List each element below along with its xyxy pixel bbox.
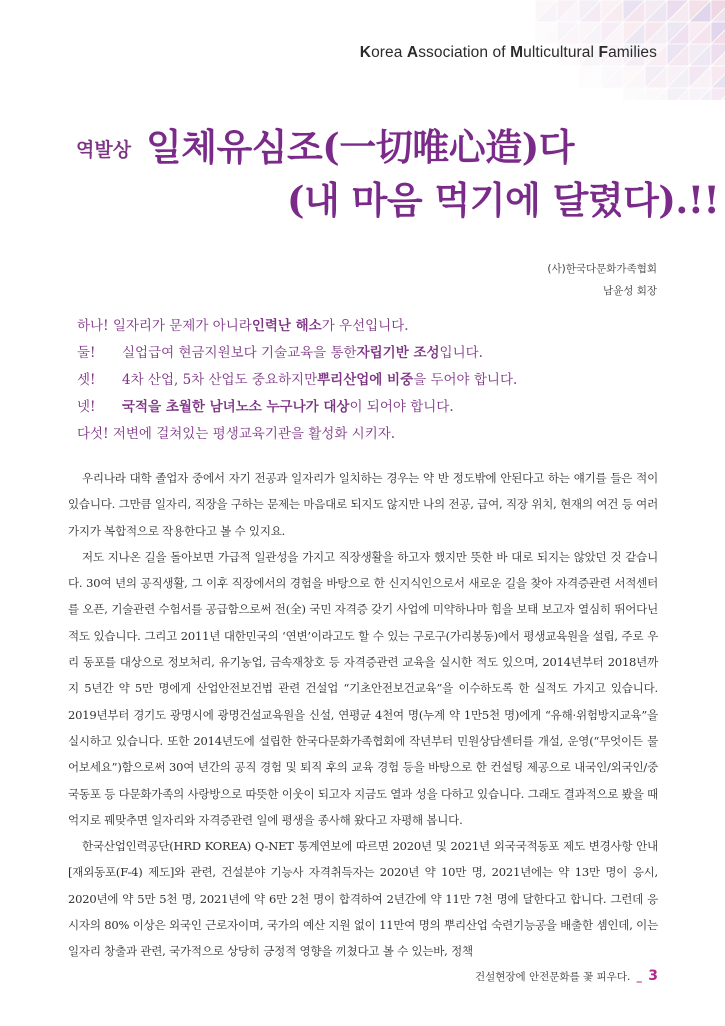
- author-organization: (사)한국다문화가족협회: [547, 263, 657, 275]
- key-point-emphasis: 뿌리산업에 비중: [317, 372, 414, 388]
- key-point: [77, 343, 657, 370]
- magazine-name: [360, 44, 657, 62]
- magazine-word: orea: [371, 44, 407, 61]
- article-title-line-2: (내 마음 먹기에 달렸다).!!: [287, 178, 720, 222]
- page-number: 3: [648, 968, 658, 984]
- key-point-text: 4차 산업, 5차 산업도 중요하지만: [122, 372, 318, 388]
- key-point-prefix: 둘!: [77, 345, 96, 361]
- key-point-text: 일자리가 문제가 아니라: [112, 318, 252, 334]
- article-title-line-1: 일체유심조(一切唯心造)다: [146, 125, 574, 169]
- key-point-prefix: 하나!: [77, 318, 109, 334]
- page-footer: [475, 968, 658, 984]
- byline: [547, 258, 657, 302]
- magazine-initial: F: [598, 44, 609, 61]
- key-point-prefix: 다섯!: [77, 426, 109, 442]
- body-paragraph: 저도 지나온 길을 돌아보면 가급적 일관성을 가지고 직장생활을 하고자 했지만 뜻한 바 대로 되지는 않았던 것 같습니다. 30여 년의 공직생활, 그 이후 직장에서의 경험을 바탕으로 한 신지식인으로서 새로운 길을 찾아 자격증관련 서적센터를 오픈, 기술관련 수험서를 공급함으로써 전(全) 국민 자격증 갖기 사업에 미약하나마 힘을 보태 보고자 열심히 뛰어다닌 적도 있습니다. 그리고 2011년 대한민국의 ‘연변’이라고도 할 수 있는 구로구(가리봉동)에서 평생교육원을 설립, 주로 우리 동포를 대상으로 정보처리, 유기농업, 금속재창호 등 자격증관련 교육을 실시한 적도 있으며, 2014년부터 2018년까지 5년간 약 5만 명에게 산업안전보건법 관련 건설업 “기초안전보건교육”을 이수하도록 한 실적도 가지고 있습니다. 2019년부터 경기도 광명시에 광명건설교육원을 신설, 연평균 4천여 명(누계 약 1만5천 명)에게 “유해·위험방지교육”을 실시하고 있습니다. 또한 2014년도에 설립한 한국다문화가족협회에 작년부터 민원상담센터를 개설, 운영(“무엇이든 물어보세요”)함으로써 30여 년간의 공직 경험 및 퇴직 후의 교육 경험 등을 바탕으로 한 컨설팅 제공으로 내국인/외국인/중국동포 등 다문화가족의 사랑방으로 따뜻한 이웃이 되고자 지금도 열과 성을 다하고 있습니다. 그래도 결과적으로 봤을 때 억지로 꿰맞추면 일자리와 자격증관련 일에 평생을 종사해 왔다고 자평해 봅니다.: [68, 549, 658, 827]
- key-point: [77, 424, 657, 451]
- key-point-prefix: 넷!: [77, 399, 96, 415]
- key-point-emphasis: 자립기반 조성: [356, 345, 440, 361]
- author-name: 남윤성 회장: [602, 285, 657, 297]
- magazine-initial: A: [406, 44, 419, 61]
- key-point-prefix: 셋!: [77, 372, 96, 388]
- article-body: [68, 465, 658, 965]
- key-point-text: 실업급여 현금지원보다 기술교육을 통한: [122, 345, 357, 361]
- key-point: [77, 370, 657, 397]
- key-points-list: [77, 316, 657, 451]
- magazine-initial: M: [510, 44, 524, 61]
- key-point: [77, 397, 657, 424]
- footer-separator: _: [636, 971, 642, 983]
- body-paragraph: 우리나라 대학 졸업자 중에서 자기 전공과 일자리가 일치하는 경우는 약 반 정도밖에 안된다고 하는 얘기를 들은 적이 있습니다. 그만큼 일자리, 직장을 구하는 문제는 마음대로 되지도 않지만 나의 전공, 급여, 직장 위치, 현재의 여건 등 여러 가지가 복합적으로 작용한다고 볼 수 있지요.: [68, 471, 658, 538]
- body-paragraph: 한국산업인력공단(HRD KOREA) Q-NET 통계연보에 따르면 2020년 및 2021년 외국국적동포 제도 변경사항 안내[재외동포(F-4) 제도]와 관련, 건설분야 기능사 자격취득자는 2020년 약 10만 명, 2021년에는 약 13만 명이 응시, 2020년에 약 5만 5천 명, 2021년에 약 6만 2천 명이 합격하여 2년간에 약 11만 7천 명에 달한다고 합니다. 그런데 응시자의 80% 이상은 외국인 근로자이며, 국가의 예산 지원 없이 11만여 명의 뿌리산업 숙련기능공을 배출한 셈인데, 이는 일자리 창출과 관련, 국가적으로 상당히 긍정적 영향을 끼쳤다고 볼 수 있는바, 정책: [68, 839, 658, 959]
- key-point-emphasis: 국적을 초월한 남녀노소 누구나가 대상: [122, 399, 350, 415]
- key-point-emphasis: 인력난 해소: [251, 318, 322, 334]
- column-label: 역발상: [76, 139, 132, 161]
- magazine-initial: K: [359, 44, 372, 61]
- key-point-text-end: 입니다.: [439, 345, 483, 361]
- magazine-word: amilies: [608, 44, 657, 61]
- key-point-text-end: 가 우선입니다.: [321, 318, 409, 334]
- magazine-word: ulticultural: [523, 44, 599, 61]
- magazine-word: ssociation of: [418, 44, 511, 61]
- footer-slogan: 건설현장에 안전문화를 꽃 피우다.: [474, 971, 631, 983]
- key-point: [77, 316, 657, 343]
- key-point-text: 저변에 걸쳐있는 평생교육기관을 활성화 시키자.: [112, 426, 396, 442]
- key-point-text-end: 을 두어야 합니다.: [413, 372, 518, 388]
- key-point-text-end: 이 되어야 합니다.: [349, 399, 454, 415]
